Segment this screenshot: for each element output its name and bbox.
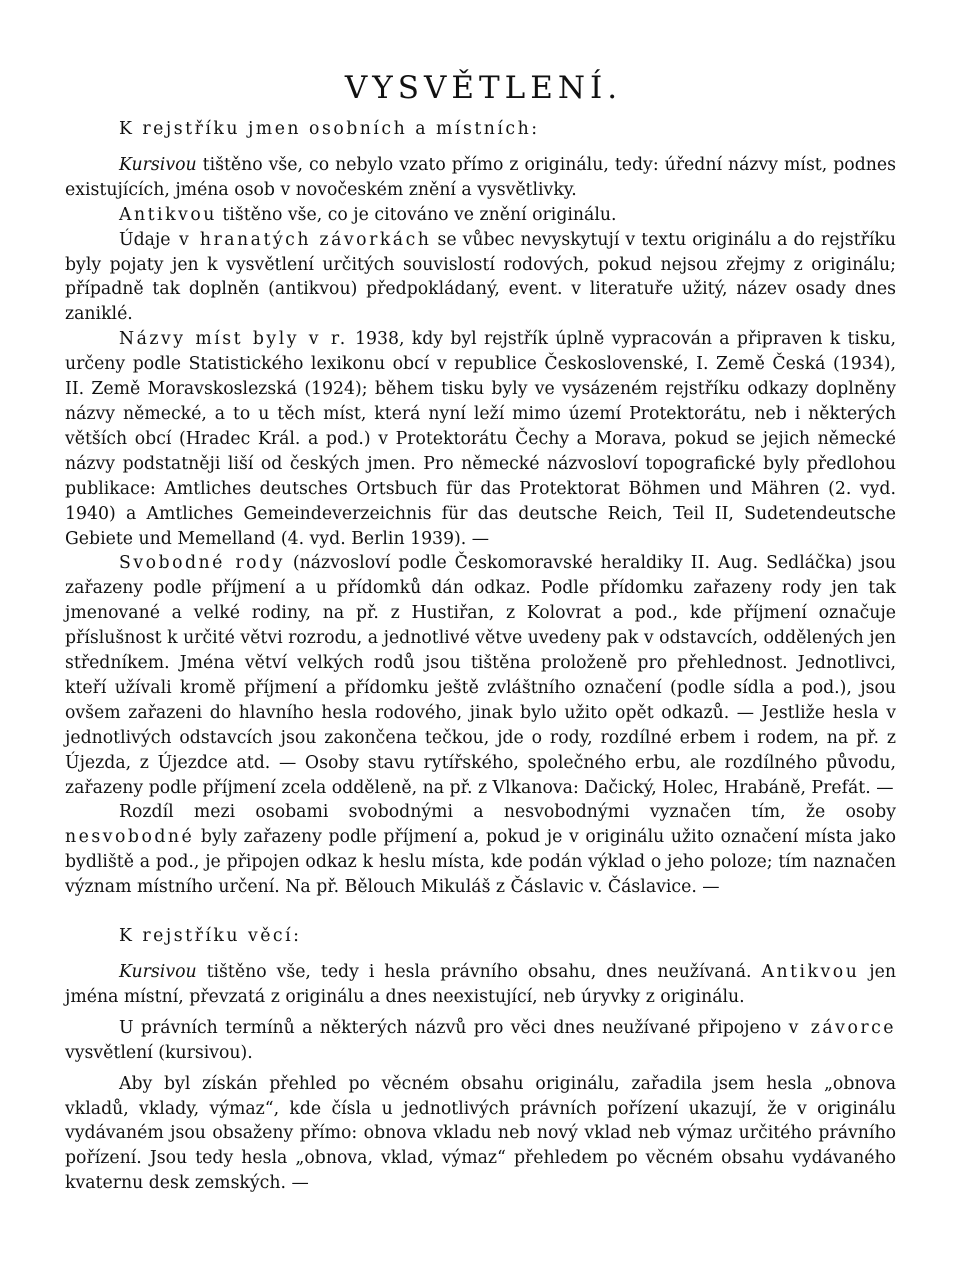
paragraph-text: jen jména místní, převzatá z originálu a dnes neexistující, neb úryvky z originálu.: [65, 962, 896, 1007]
section-heading-things: K rejstříku věcí:: [119, 926, 302, 947]
paragraph-text: U právních termínů a některých názvů pro věci dnes neužívané připojeno: [119, 1017, 789, 1038]
paragraph-things-kursivou: [65, 960, 896, 1010]
paragraph-text: byly zařazeny podle příjmení a, pokud je v originálu užito označení místa jako bydliště a pod., je připojen odkaz k heslu místa, kde podán výklad o jeho poloze; tím naznačen význam místního určení. Na př. Bělouch Mikuláš z Čáslavic v. Čáslavice. —: [65, 827, 896, 898]
paragraph-place-names: [65, 327, 896, 551]
paragraph-text: (názvosloví podle Českomoravské heraldiky II. Aug. Sedláčka) jsou zařazeny podle příjmení a u přídomků dán odkaz. Podle přídomku zařazeny rody jen tak jmenované a velké rodiny, na př. z Hustiřan, z Kolovrat a pod., kde příjmení označuje příslušnost k určité větvi rozrodu, a jednotlivé větve uvedeny pak v odstavcích, oddělených jen středníkem. Jména větví velkých rodů jsou tištěna proloženě pro přehlednost. Jednotlivci, kteří užívali kromě příjmení a přídomku ještě zvláštního označení (podle sídla a pod.), jsou ovšem zařazeni do hlavního hesla rodového, jinak bylo užito opět odkazů. — Jestliže hesla v jednotlivých odstavcích jsou zakončena tečkou, jde o rody, rozdílné erbem i rodem, na př. z Újezda, z Újezdce atd. — Osoby stavu rytířského, společného erbu, ale rozdílného původu, zařazeny podle příjmení zcela odděleně, na př. z Vlkanova: Dačický, Holec, Hrabáně, Prefát. —: [65, 553, 896, 798]
spaced-term: nesvobodné: [65, 827, 195, 848]
paragraph-text: 1938, kdy byl rejstřík úplně vypracován a připraven k tisku, určeny podle Statistického lexikonu obcí v republice Československé, I. Země Česká (1934), II. Země Moravskoslezská (1924); během tisku byly ve vysázeném rejstříku odkazy doplněny názvy německé, a to u těch míst, která nyní leží mimo území Protektorátu, neb i některých větších obcí (Hradec Král. a pod.) v Protektorátu Čechy a Morava, pokud se jejich německé názvy podstatněji liší od českých jmen. Pro německé názvosloví topografické byly předlohou publikace: Amtliches deutsches Ortsbuch für das Protektorat Böhmen und Mähren (2. vyd. 1940) a Amtliches Gemeindeverzeichnis für das deutsche Reich, Teil II, Sudetendeutsche Gebiete und Memelland (4. vyd. Berlin 1939). —: [65, 329, 896, 549]
italic-term: Kursivou: [119, 154, 197, 175]
paragraph-text: tištěno vše, tedy i hesla právního obsahu, dnes neužívaná.: [196, 962, 762, 982]
paragraph-kursivou: [65, 153, 896, 203]
spaced-term: Antikvou: [119, 204, 217, 225]
paragraph-text: se vůbec nevyskytují v textu originálu a do rejstříku byly pojaty jen k vysvětlení určitých souvislostí rodových, pokud nejsou zřejmy z originálu; případně tak doplněn (antikvou) předpokládaný, event. v literatuře užitý, název osady dnes zaniklé.: [65, 229, 896, 325]
section-heading-persons-places: K rejstříku jmen osobních a místních:: [119, 119, 540, 139]
paragraph-free-families: [65, 551, 896, 800]
spaced-term: v hranatých závorkách: [170, 229, 432, 250]
paragraph-text: Rozdíl mezi osobami svobodnými a nesvobodnými vyznačen tím, že osoby: [119, 802, 896, 823]
paragraph-text: tištěno vše, co je citováno ve znění originálu.: [216, 204, 617, 225]
italic-term: Kursivou: [119, 962, 197, 982]
paragraph-unfree-persons: [65, 800, 896, 900]
spaced-term: Antikvou: [761, 962, 860, 982]
spaced-term: Názvy míst byly v r.: [119, 329, 348, 350]
spaced-term: Svobodné rody: [119, 553, 285, 574]
paragraph-legal-terms: [65, 1016, 896, 1066]
page-title: VYSVĚTLENÍ.: [344, 70, 623, 106]
spaced-term: v závorce: [788, 1017, 897, 1038]
paragraph-text: tištěno vše, co nebylo vzato přímo z originálu, tedy: úřední názvy míst, podnes existujících, jména osob v novočeském znění a vysvětlivky.: [65, 154, 896, 200]
paragraph-antikvou: [65, 203, 896, 228]
paragraph-overview: Aby byl získán přehled po věcném obsahu originálu, zařadila jsem hesla „obnova vkladů, vklady, výmaz“, kde čísla u jednotlivých právních pořízení ukazují, že v originálu vydávaném jsou obsaženy přímo: obnova vkladu neb nový vklad neb výmaz určitého právního pořízení. Jsou tedy hesla „obnova, vklad, výmaz“ přehledem po věcném obsahu vydávaného kvaternu desk zemských. —: [65, 1073, 896, 1194]
paragraph-lead: Údaje: [119, 229, 171, 250]
paragraph-text: vysvětlení (kursivou).: [65, 1042, 253, 1063]
paragraph-brackets: [65, 228, 896, 328]
